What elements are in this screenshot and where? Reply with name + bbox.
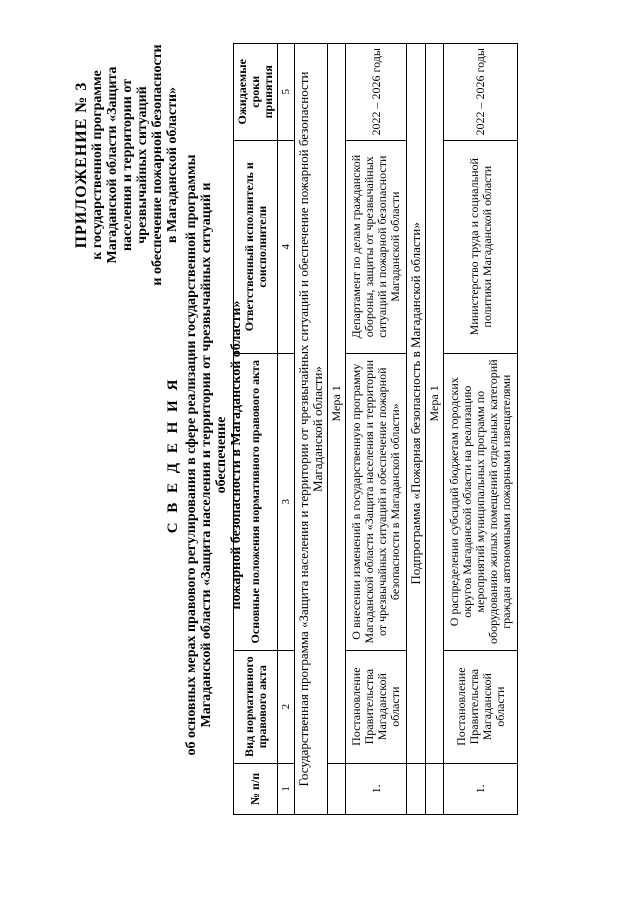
appendix-line: чрезвычайных ситуаций <box>135 86 150 244</box>
measure-row <box>426 44 444 815</box>
heading-line: пожарной безопасности в Магаданской области» <box>229 300 244 610</box>
measures-table <box>233 43 518 815</box>
column-number: 1 <box>278 763 295 814</box>
row-act-type: Постановление Правительства Магаданской области <box>346 650 407 763</box>
heading-line: Магаданской области «Защита населения и территории от чрезвычайных ситуаций и обеспечение <box>199 182 229 728</box>
measure-row <box>328 44 346 815</box>
appendix-line: Магаданской области «Защита <box>105 66 120 264</box>
row-term: 2022 – 2026 годы <box>346 44 407 141</box>
header-act-type: Вид нормативного правового акта <box>234 650 278 763</box>
row-term: 2022 – 2026 годы <box>444 44 518 141</box>
appendix-line: к государственной программе <box>90 70 105 260</box>
row-executor: Министерство труда и социальной политики Магаданской области <box>444 140 518 353</box>
section-title: Подпрограмма «Пожарная безопасность в Магаданской области» <box>407 44 426 764</box>
row-num: 1. <box>444 763 518 814</box>
appendix-line: населения и территории от <box>120 78 135 252</box>
table-row <box>444 44 518 815</box>
header-num: № п/п <box>234 763 278 814</box>
column-number: 5 <box>278 44 295 141</box>
appendix-line: и обеспечение пожарной безопасности <box>150 44 165 286</box>
column-number: 2 <box>278 650 295 763</box>
column-number: 3 <box>278 353 295 650</box>
header-term: Ожидаемые сроки принятия <box>234 44 278 141</box>
section-row <box>295 44 328 815</box>
row-content: О внесении изменений в государственную программу Магаданской области «Защита населения и территории от чрезвычайных ситуаций и обеспечение пожарной безопасности в Магаданской области» <box>346 353 407 650</box>
section-title: Государственная программа «Защита населения и территории от чрезвычайных ситуаций и обеспечение пожарной безопасности Магаданской области» <box>295 44 328 815</box>
row-executor: Департамент по делам гражданской обороны, защиты от чрезвычайных ситуаций и пожарной безопасности Магаданской области <box>346 140 407 353</box>
table-row <box>346 44 407 815</box>
section-row <box>407 44 426 815</box>
row-act-type: Постановление Правительства Магаданской области <box>444 650 518 763</box>
heading-line: об основных мерах правового регулирования в сфере реализации государственной программы <box>184 154 199 756</box>
header-content: Основные положения нормативного правового акта <box>234 353 278 650</box>
column-numbers-row <box>278 44 295 815</box>
measure-label: Мера 1 <box>328 44 346 764</box>
header-row <box>234 44 278 815</box>
measure-label: Мера 1 <box>426 44 444 764</box>
heading-title: С В Е Д Е Н И Я <box>165 376 181 534</box>
appendix-line: в Магаданской области» <box>165 86 180 244</box>
appendix-title: ПРИЛОЖЕНИЕ № 3 <box>73 81 90 249</box>
column-number: 4 <box>278 140 295 353</box>
row-num: 1. <box>346 763 407 814</box>
row-content: О распределении субсидий бюджетам городских округов Магаданской области на реализацию мероприятий муниципальных программ по оборудованию жилых помещений отдельных категорий граждан автономными пожарными извещателями <box>444 353 518 650</box>
header-executor: Ответственный исполнитель и соисполнители <box>234 140 278 353</box>
